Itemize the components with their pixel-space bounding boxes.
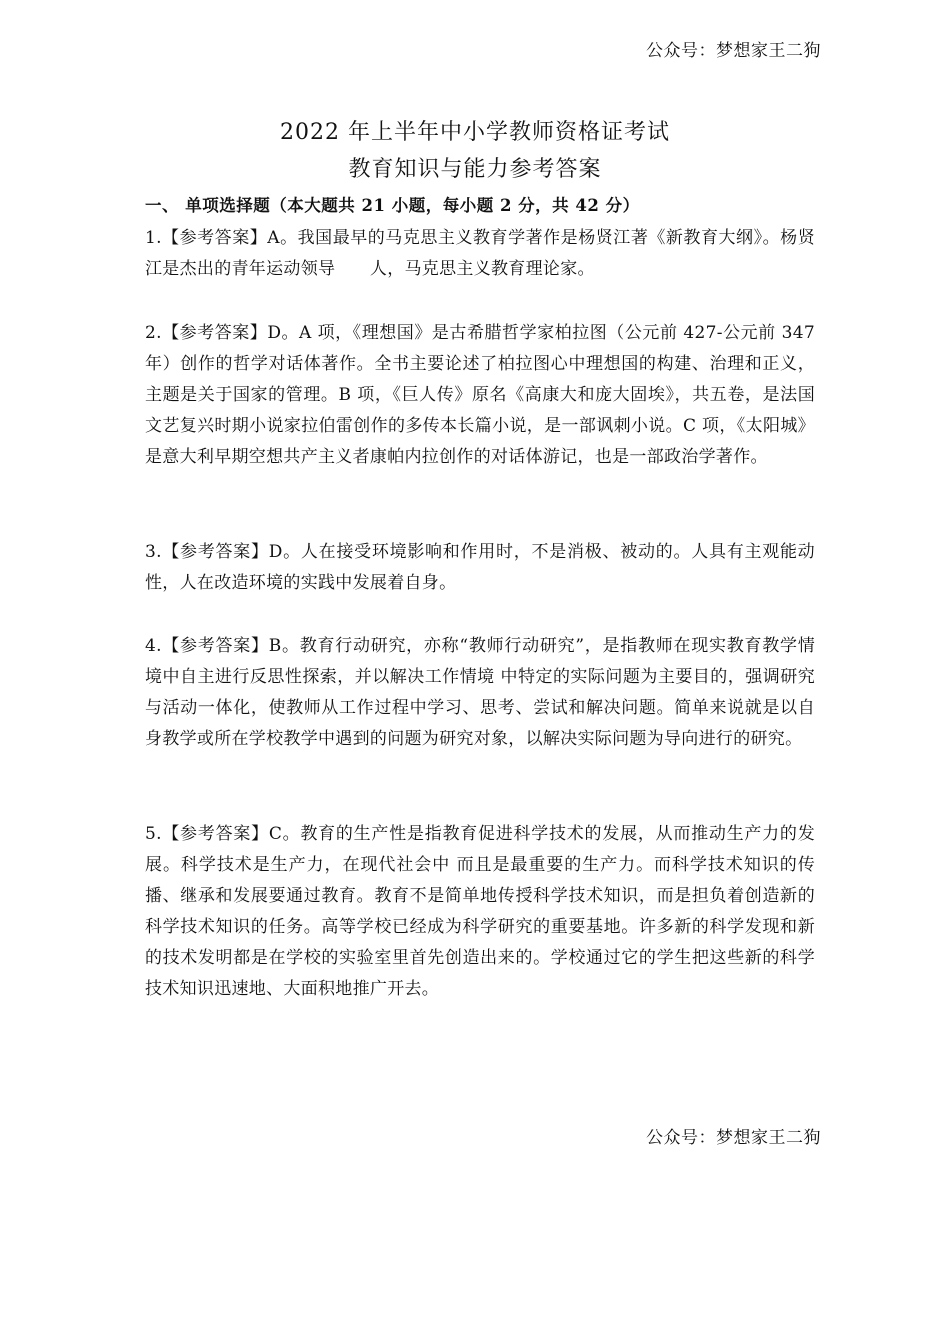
section-heading: 一、 单项选择题（本大题共 21 小题，每小题 2 分，共 42 分）: [145, 196, 640, 215]
document-title: 2022 年上半年中小学教师资格证考试: [280, 120, 670, 145]
header-watermark: 公众号：梦想家王二狗: [646, 41, 821, 61]
answer-item-4: 4.【参考答案】B。教育行动研究，亦称“教师行动研究”，是指教师在现实教育教学情境中自主进行反思性探索，并以解决工作情境 中特定的实际问题为主要目的，强调研究与活动一体化，使教师从工作过程中学习、思考、尝试和解决问题。简单来说就是以自身教学或所在学校教学中遇到的问题为研究对象，以解决实际问题为导向进行的研究。: [145, 636, 815, 749]
answer-item-3: 3.【参考答案】D。人在接受环境影响和作用时，不是消极、被动的。人具有主观能动性，人在改造环境的实践中发展着自身。: [145, 542, 815, 593]
answer-item-2: 2.【参考答案】D。A 项，《理想国》是古希腊哲学家柏拉图（公元前 427-公元前 347 年）创作的哲学对话体著作。全书主要论述了柏拉图心中理想国的构建、治理和正义，主题是关于国家的管理。B 项，《巨人传》原名《高康大和庞大固埃》，共五卷，是法国文艺复兴时期小说家拉伯雷创作的多传本长篇小说，是一部讽刺小说。C 项，《太阳城》是意大利早期空想共产主义者康帕内拉创作的对话体游记，也是一部政治学著作。: [145, 323, 815, 467]
answer-item-5: 5.【参考答案】C。教育的生产性是指教育促进科学技术的发展，从而推动生产力的发展。科学技术是生产力，在现代社会中 而且是最重要的生产力。而科学技术知识的传播、继承和发展要通过教育。教育不是简单地传授科学技术知识，而是担负着创造新的科学技术知识的任务。高等学校已经成为科学研究的重要基地。许多新的科学发现和新的技术发明都是在学校的实验室里首先创造出来的。学校通过它的学生把这些新的科学技术知识迅速地、大面积地推广开去。: [145, 824, 815, 999]
answer-item-1: 1.【参考答案】A。我国最早的马克思主义教育学著作是杨贤江著《新教育大纲》。杨贤江是杰出的青年运动领导 人，马克思主义教育理论家。: [145, 228, 815, 279]
document-subtitle: 教育知识与能力参考答案: [348, 157, 602, 182]
footer-watermark: 公众号：梦想家王二狗: [646, 1128, 821, 1148]
